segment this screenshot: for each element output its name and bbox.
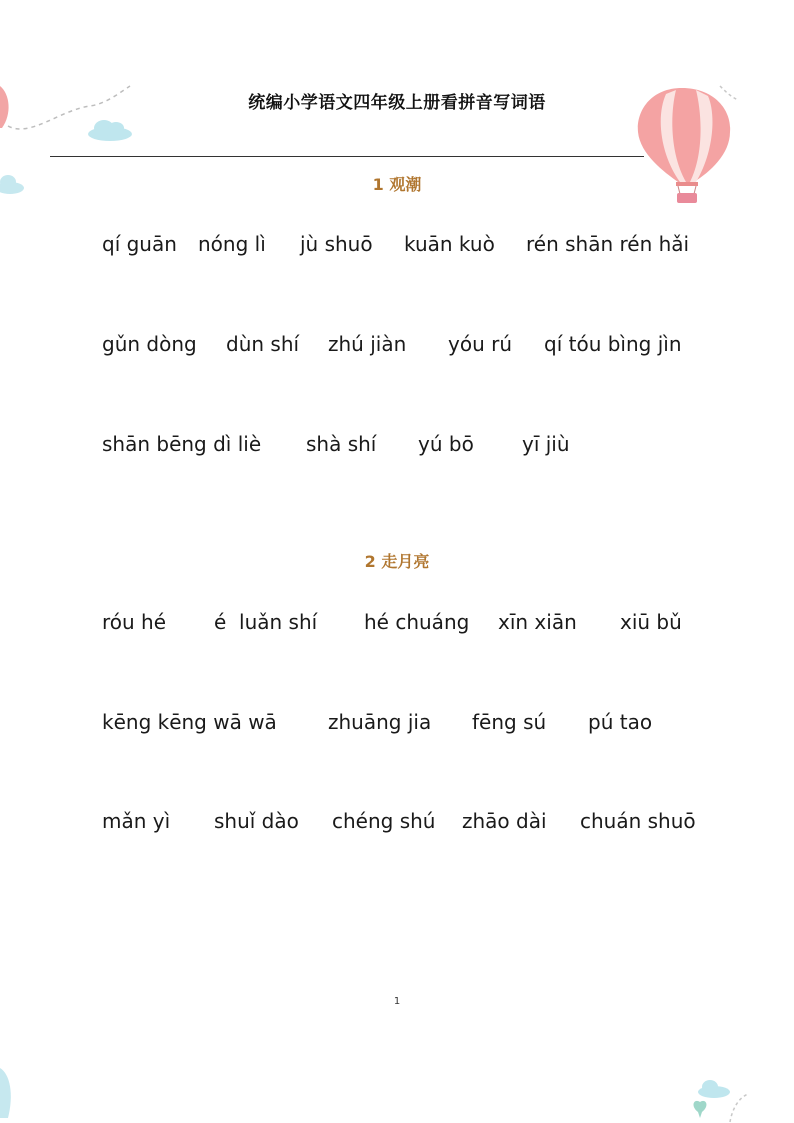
pinyin-word: pú tao bbox=[588, 710, 653, 734]
pinyin-word: zhāo dài bbox=[462, 809, 547, 833]
pinyin-row bbox=[0, 710, 794, 740]
pinyin-row bbox=[0, 232, 794, 262]
pinyin-word: dùn shí bbox=[226, 332, 300, 356]
pinyin-word: mǎn yì bbox=[102, 809, 171, 833]
pinyin-word: yóu rú bbox=[448, 332, 513, 356]
pinyin-word: gǔn dòng bbox=[102, 332, 197, 356]
cloud-icon bbox=[88, 120, 132, 141]
pinyin-row bbox=[0, 809, 794, 839]
corner-decoration-left bbox=[0, 1048, 30, 1123]
pinyin-row bbox=[0, 432, 794, 462]
pinyin-word: kuān kuò bbox=[404, 232, 495, 256]
pinyin-word: zhuāng jia bbox=[328, 710, 432, 734]
pinyin-word: chuán shuō bbox=[580, 809, 696, 833]
pinyin-word: rén shān rén hǎi bbox=[526, 232, 690, 256]
pinyin-word: shuǐ dào bbox=[214, 809, 299, 833]
pinyin-word: é luǎn shí bbox=[214, 610, 318, 634]
title-divider bbox=[50, 156, 644, 157]
pinyin-word: jù shuō bbox=[300, 232, 373, 256]
pinyin-word: qí guān bbox=[102, 232, 177, 256]
pinyin-word: nóng lì bbox=[198, 232, 266, 256]
pinyin-word: qí tóu bìng jìn bbox=[544, 332, 682, 356]
pinyin-word: zhú jiàn bbox=[328, 332, 407, 356]
pinyin-row bbox=[0, 610, 794, 640]
pinyin-word: róu hé bbox=[102, 610, 167, 634]
pinyin-word: shān bēng dì liè bbox=[102, 432, 262, 456]
pinyin-word: fēng sú bbox=[472, 710, 547, 734]
pinyin-word: kēng kēng wā wā bbox=[102, 710, 277, 734]
pinyin-word: yī jiù bbox=[522, 432, 570, 456]
lesson-heading-2: 2 走月亮 bbox=[364, 552, 430, 571]
page-number: 1 bbox=[393, 996, 401, 1007]
pinyin-word: hé chuáng bbox=[364, 610, 470, 634]
pinyin-row bbox=[0, 332, 794, 362]
corner-decoration-right bbox=[680, 1072, 794, 1123]
pinyin-word: shà shí bbox=[306, 432, 377, 456]
pinyin-word: xiū bǔ bbox=[620, 610, 682, 634]
lesson-heading-1: 1 观潮 bbox=[372, 175, 422, 194]
pinyin-word: xīn xiān bbox=[498, 610, 577, 634]
pinyin-word: chéng shú bbox=[332, 809, 436, 833]
pinyin-word: yú bō bbox=[418, 432, 474, 456]
page-title: 统编小学语文四年级上册看拼音写词语 bbox=[248, 93, 546, 113]
